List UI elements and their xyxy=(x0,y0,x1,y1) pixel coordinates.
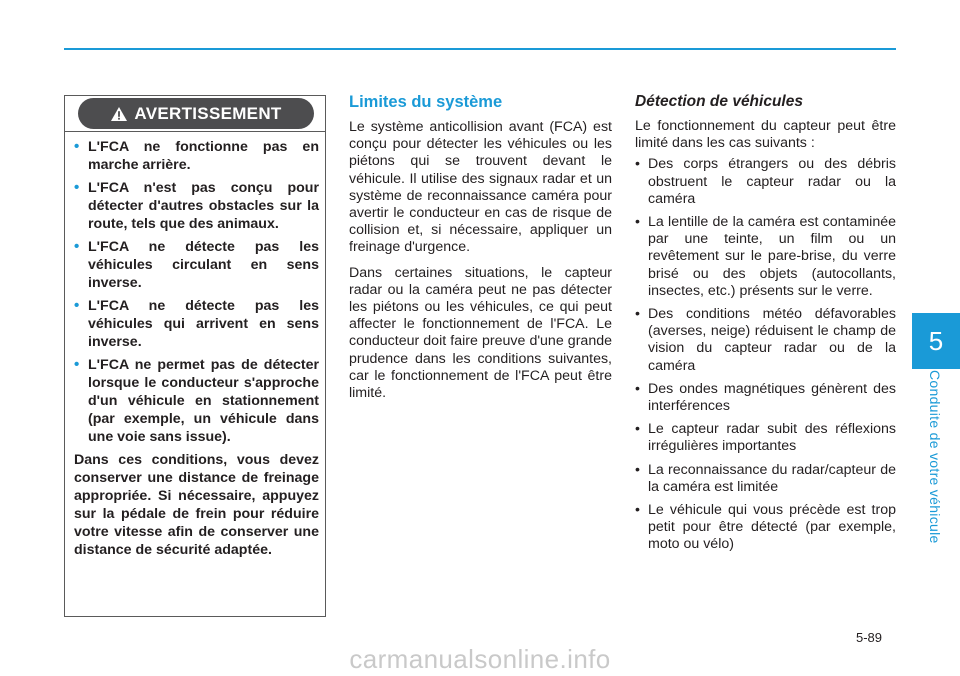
chapter-number: 5 xyxy=(928,325,944,356)
bullet-icon: • xyxy=(635,461,640,478)
bullet-icon: • xyxy=(635,156,640,173)
vehicle-detection-section xyxy=(635,92,896,560)
list-item: • Le capteur radar subit des réflexions irrégulières importantes xyxy=(635,421,896,455)
bullet-icon: • xyxy=(635,306,640,323)
bullet-icon: • xyxy=(635,380,640,397)
warning-title-pill xyxy=(78,98,314,129)
bullet-icon: • xyxy=(635,421,640,438)
warning-item: • L'FCA n'est pas conçu pour détecter d'autres obstacles sur la route, tels que des animaux. xyxy=(74,179,319,232)
list-item: • Le véhicule qui vous précède est trop petit pour être détecté (par exemple, moto ou vélo) xyxy=(635,502,896,553)
bullet-icon: • xyxy=(74,138,80,155)
page-number: 5-89 xyxy=(856,630,883,645)
list-item: • Des corps étrangers ou des débris obstruent le capteur radar ou la caméra xyxy=(635,156,896,207)
bullet-icon: • xyxy=(74,238,80,255)
section-title: Détection de véhicules xyxy=(635,93,803,110)
bullet-icon: • xyxy=(74,297,80,314)
bullet-icon: • xyxy=(74,356,80,373)
warning-item: • L'FCA ne fonctionne pas en marche arrière. xyxy=(74,138,319,173)
bullet-icon: • xyxy=(635,214,640,231)
warning-header xyxy=(65,96,325,132)
list-item: • Des conditions météo défavorables (averses, neige) réduisent le champ de vision du capteur radar ou de la caméra xyxy=(635,306,896,374)
bullet-icon: • xyxy=(635,502,640,519)
warning-item: • L'FCA ne détecte pas les véhicules circulant en sens inverse. xyxy=(74,238,319,291)
list-item: • La lentille de la caméra est contaminée par une teinte, un film ou un revêtement sur le pare-brise, du verre brisé ou des objets (autocollants, insectes, etc.) présents sur le verre. xyxy=(635,214,896,299)
warning-title: AVERTISSEMENT xyxy=(134,103,282,123)
list-item: • Des ondes magnétiques génèrent des interférences xyxy=(635,380,896,415)
chapter-tab[interactable] xyxy=(912,313,960,369)
section-title: Limites du système xyxy=(349,93,503,111)
warning-triangle-icon xyxy=(110,106,128,122)
chapter-label: Conduite de votre véhicule xyxy=(927,370,943,544)
warning-footer: Dans ces conditions, vous devez conserver une distance de freinage appropriée. Si nécessaire, appuyez sur la pédale de frein pour réduire votre vitesse afin de conserver une distance de sécurité adaptée. xyxy=(74,452,319,558)
detection-list xyxy=(635,156,896,553)
warning-item: • L'FCA ne permet pas de détecter lorsque le conducteur s'approche d'un véhicule en stationnement (par exemple, un véhicule dans une voie sans issue). xyxy=(74,356,319,445)
intro-paragraph: Le fonctionnement du capteur peut être limité dans les cas suivants : xyxy=(635,118,896,152)
paragraph: Dans certaines situations, le capteur radar ou la caméra peut ne pas détecter les piétons ou les véhicules, ce qui peut affecter le fonctionnement de l'FCA. Le conducteur doit faire preuve d'une grande prudence dans les conditions suivantes, car le fonctionnement de l'FCA peut être limité. xyxy=(349,264,612,402)
chapter-label-container xyxy=(922,370,944,545)
warning-item: • L'FCA ne détecte pas les véhicules qui arrivent en sens inverse. xyxy=(74,297,319,350)
list-item: • La reconnaissance du radar/capteur de la caméra est limitée xyxy=(635,461,896,495)
warning-list xyxy=(74,138,319,446)
top-rule xyxy=(64,48,896,50)
paragraph: Le système anticollision avant (FCA) est conçu pour détecter les véhicules ou les piétons qui se trouvent devant le véhicule. Il utilise des signaux radar et un système de reconnaissance caméra pour avertir le conducteur en cas de risque de collision et, si nécessaire, appliquer un freinage d'urgence. xyxy=(349,119,612,256)
warning-divider xyxy=(65,131,325,132)
warning-body xyxy=(74,138,319,559)
bullet-icon: • xyxy=(74,179,80,196)
system-limits-section xyxy=(349,92,612,410)
watermark: carmanualsonline.info xyxy=(349,644,611,674)
warning-box xyxy=(64,95,326,617)
